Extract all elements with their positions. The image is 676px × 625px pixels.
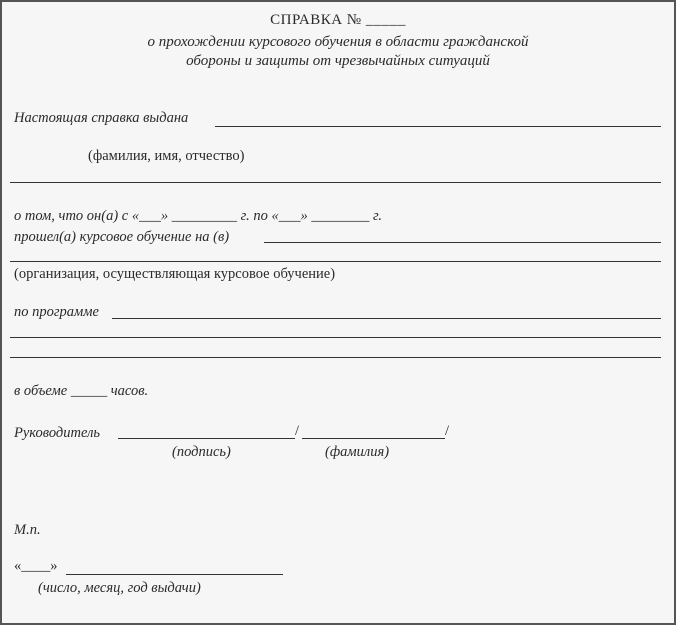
fio-caption: (фамилия, имя, отчество)	[88, 148, 245, 164]
date-caption: (число, месяц, год выдачи)	[38, 580, 201, 596]
organization-caption: (организация, осуществляющая курсовое обучение)	[14, 266, 336, 282]
date-day-prefix: «____»	[14, 558, 58, 574]
issue-date-line[interactable]	[66, 574, 283, 575]
surname-caption: (фамилия)	[325, 444, 390, 460]
program-label: по программе	[14, 304, 99, 320]
certificate-subtitle-line2: обороны и защиты от чрезвычайных ситуаций	[186, 53, 490, 69]
head-signature-line[interactable]	[118, 438, 295, 439]
passed-training-label: прошел(а) курсовое обучение на (в)	[14, 229, 230, 245]
issued-to-line[interactable]	[215, 126, 661, 127]
head-label: Руководитель	[14, 425, 100, 441]
separator-slash-2: /	[445, 423, 450, 439]
head-surname-line[interactable]	[302, 438, 445, 439]
certificate-title: СПРАВКА № _____	[270, 12, 406, 28]
program-line-3[interactable]	[10, 357, 661, 358]
stamp-label: М.п.	[14, 522, 41, 538]
organization-line[interactable]	[264, 242, 661, 243]
signature-caption: (подпись)	[172, 444, 231, 460]
fio-line[interactable]	[10, 182, 661, 183]
separator-slash-1: /	[295, 423, 300, 439]
program-line-2[interactable]	[10, 337, 661, 338]
program-line-1[interactable]	[112, 318, 661, 319]
certificate-subtitle-line1: о прохождении курсового обучения в области гражданской	[147, 34, 529, 50]
issued-to-label: Настоящая справка выдана	[14, 110, 189, 126]
volume-text: в объеме _____ часов.	[14, 383, 149, 399]
organization-line-2[interactable]	[10, 261, 661, 262]
period-text: о том, что он(а) с «___» _________ г. по «___» ________ г.	[14, 208, 383, 224]
